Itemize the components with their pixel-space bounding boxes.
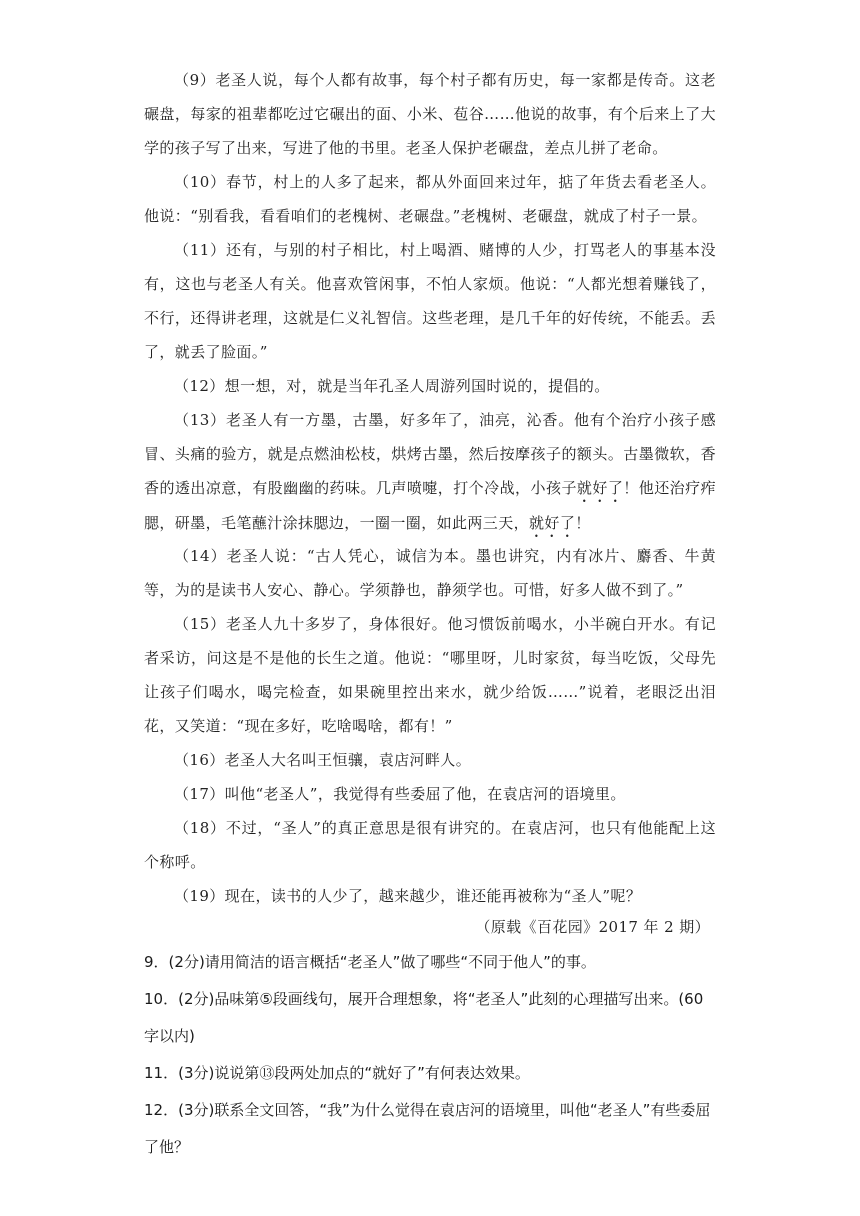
paragraph-16: （16）老圣人大名叫王恒骧，袁店河畔人。 bbox=[174, 751, 472, 769]
paragraph-10: （10）春节，村上的人多了起来，都从外面回来过年，掂了年货去看老圣人。他说：“别看我，看看咱们的老槐树、老碾盘。”老槐树、老碾盘，就成了村子一景。 bbox=[144, 173, 716, 225]
paragraph-19: （19）现在，读书的人少了，越来越少，谁还能再被称为“圣人”呢？ bbox=[174, 887, 642, 905]
paragraph-12: （12）想一想，对，就是当年孔圣人周游列国时说的，提倡的。 bbox=[174, 377, 610, 395]
paragraph-17: （17）叫他“老圣人”，我觉得有些委屈了他，在袁店河的语境里。 bbox=[174, 785, 626, 803]
paragraph-13-part-a: （13）老圣人有一方墨，古墨，好多年了，油亮，沁香。他有个治疗小孩子感冒、头痛的验方，就是点燃油松枝，烘烤古墨，然后按摩孩子的额头。古墨微软，香香的透出凉意，有股幽幽的药味。几声喷嚏，打个冷战，小孩子 bbox=[144, 411, 716, 497]
paragraph-11: （11）还有，与别的村子相比，村上喝酒、赌博的人少，打骂老人的事基本没有，这也与老圣人有关。他喜欢管闲事，不怕人家烦。他说：“人都光想着赚钱了，不行，还得讲老理，这就是仁义礼智信。这些老理，是几千年的好传统，不能丢。丢了，就丢了脸面。” bbox=[144, 241, 716, 361]
paragraph-18: （18）不过，“圣人”的真正意思是很有讲究的。在袁店河，也只有他能配上这个称呼。 bbox=[144, 819, 716, 871]
paragraph-13-part-b: ！他还治疗痄腮，研墨，毛笔蘸汁涂抹腮边，一圈一圈，如此两三天， bbox=[144, 479, 717, 532]
paragraph-13-part-c: ！ bbox=[575, 514, 591, 532]
question-9: 9．(2分)请用简洁的语言概括“老圣人”做了哪些“不同于他人”的事。 bbox=[144, 953, 596, 971]
question-12: 12．(3分)联系全文回答，“我”为什么觉得在袁店河的语境里，叫他“老圣人”有些委屈了他？ bbox=[144, 1101, 711, 1156]
paragraph-9: （9）老圣人说，每个人都有故事，每个村子都有历史，每一家都是传奇。这老碾盘，每家的祖辈都吃过它碾出的面、小米、苞谷……他说的故事，有个后来上了大学的孩子写了出来，写进了他的书里。老圣人保护老碾盘，差点儿拼了老命。 bbox=[144, 71, 716, 157]
question-11: 11．(3分)说说第⑬段两处加点的“就好了”有何表达效果。 bbox=[144, 1064, 530, 1082]
emphasized-jiuhaole-1: 就好了 bbox=[576, 479, 624, 497]
paragraph-15: （15）老圣人九十多岁了，身体很好。他习惯饭前喝水，小半碗白开水。有记者采访，问这是不是他的长生之道。他说：“哪里呀，儿时家贫，每当吃饭，父母先让孩子们喝水，喝完检查，如果碗里控出来水，就少给饭……”说着，老眼泛出泪花，又笑道：“现在多好，吃啥喝啥，都有！” bbox=[144, 615, 716, 735]
paragraph-14: （14）老圣人说：“古人凭心，诚信为本。墨也讲究，内有冰片、麝香、牛黄等，为的是读书人安心、静心。学须静也，静须学也。可惜，好多人做不到了。” bbox=[144, 547, 716, 599]
paragraph-13 bbox=[144, 403, 716, 541]
question-10: 10．(2分)品味第⑤段画线句，展开合理想象，将“老圣人”此刻的心理描写出来。(60字以内) bbox=[144, 990, 704, 1045]
source-citation: （原载《百花园》2017 年 2 期） bbox=[475, 918, 710, 936]
emphasized-jiuhaole-2: 就好了 bbox=[529, 514, 576, 532]
